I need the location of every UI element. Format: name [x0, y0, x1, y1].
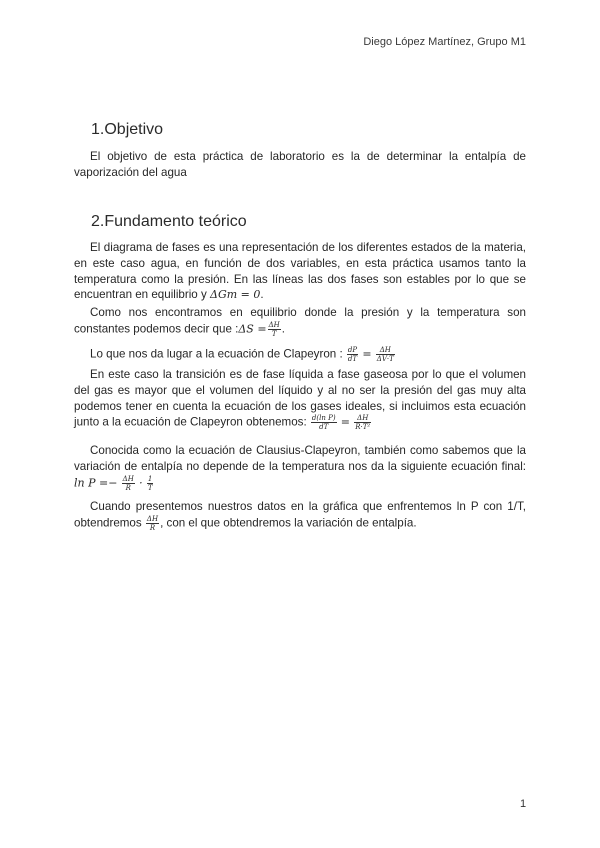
fraction-numerator: ΔH [268, 320, 280, 329]
fraction-denominator: T [147, 483, 153, 492]
fraction-denominator: R·T² [355, 423, 371, 432]
paragraph-clausius [74, 443, 526, 492]
fraction-numerator: ΔH [122, 474, 134, 483]
fraction-dh-dvt [376, 346, 395, 363]
fraction-numerator: 1 [147, 474, 153, 483]
math-gibbs: ΔGm = 0 [210, 288, 261, 302]
math-equals: = [340, 415, 350, 429]
fraction-denominator: ΔV·T [376, 355, 394, 363]
fraction-denominator: T [271, 329, 277, 338]
math-lnp: ln P =− [74, 476, 118, 490]
punctuation: . [281, 322, 285, 336]
fraction-1-t [147, 475, 154, 492]
fraction-denominator: R [125, 483, 131, 492]
paragraph-clapeyron [74, 346, 526, 363]
fraction-dh-r [122, 475, 135, 492]
paragraph-objetivo [74, 149, 526, 181]
fraction-denominator: dT [319, 423, 329, 432]
fraction-numerator: d(ln P) [311, 414, 336, 423]
paragraph-text: El diagrama de fases es una representación de los diferentes estados de la materia, en este caso agua, en función de dos variables, en esta práctica usamos tanto la temperatura como la presión. En las líneas las dos fases son estables por lo que se encuentran en equilibrio y [74, 241, 526, 302]
math-entropy-lhs: ΔS = [238, 322, 267, 336]
page-header-author: Diego López Martínez, Grupo M1 [363, 36, 526, 48]
paragraph-grafica [74, 499, 526, 532]
fraction-numerator: ΔH [146, 514, 159, 523]
paragraph-text: Cuando presentemos nuestros datos en la gráfica que enfrentemos ln P con 1/T, obtendremos [74, 500, 526, 530]
paragraph-text: El objetivo de esta práctica de laboratorio es la de determinar la entalpía de vaporización del agua [74, 150, 526, 179]
paragraph-fases [74, 240, 526, 303]
paragraph-text: , con el que obtendremos la variación de entalpía. [160, 516, 417, 530]
fraction-numerator: ΔH [354, 414, 371, 423]
paragraph-text: Como nos encontramos en equilibrio donde la presión y la temperatura son constantes podemos decir que : [74, 306, 526, 336]
page-number: 1 [520, 798, 527, 810]
paragraph-text: Conocida como la ecuación de Clausius-Clapeyron, también como sabemos que la variación de entalpía no depende de la temperatura nos da la siguiente ecuación final: [74, 444, 526, 473]
section-title-objetivo: 1.Objetivo [91, 121, 164, 138]
paragraph-equilibrio [74, 305, 526, 338]
fraction-dh-rt2 [354, 414, 371, 431]
fraction-numerator: dP [347, 346, 358, 354]
math-equals: = [362, 347, 372, 361]
paragraph-text: En este caso la transición es de fase líquida a fase gaseosa por lo que el volumen del gas es mayor que el volumen del líquido y al no ser la presión del gas muy alta podemos tener en cuenta la ecuación de los gases ideales, si incluimos esta ecuación junto a la ecuación de Clapeyron obtenemos: [74, 368, 526, 429]
section-title-fundamento: 2.Fundamento teórico [91, 213, 247, 230]
fraction-dh-t [268, 321, 281, 338]
fraction-dlnp-dt [311, 414, 337, 431]
fraction-dh-r [146, 515, 159, 532]
punctuation: . [260, 288, 264, 302]
fraction-denominator: R [149, 523, 156, 532]
fraction-denominator: dT [347, 355, 358, 363]
math-dot: · [139, 476, 143, 490]
fraction-numerator: ΔH [376, 346, 395, 355]
paragraph-text: Lo que nos da lugar a la ecuación de Clapeyron : [90, 347, 343, 361]
fraction-dp-dt [347, 346, 358, 363]
paragraph-transicion [74, 367, 526, 431]
